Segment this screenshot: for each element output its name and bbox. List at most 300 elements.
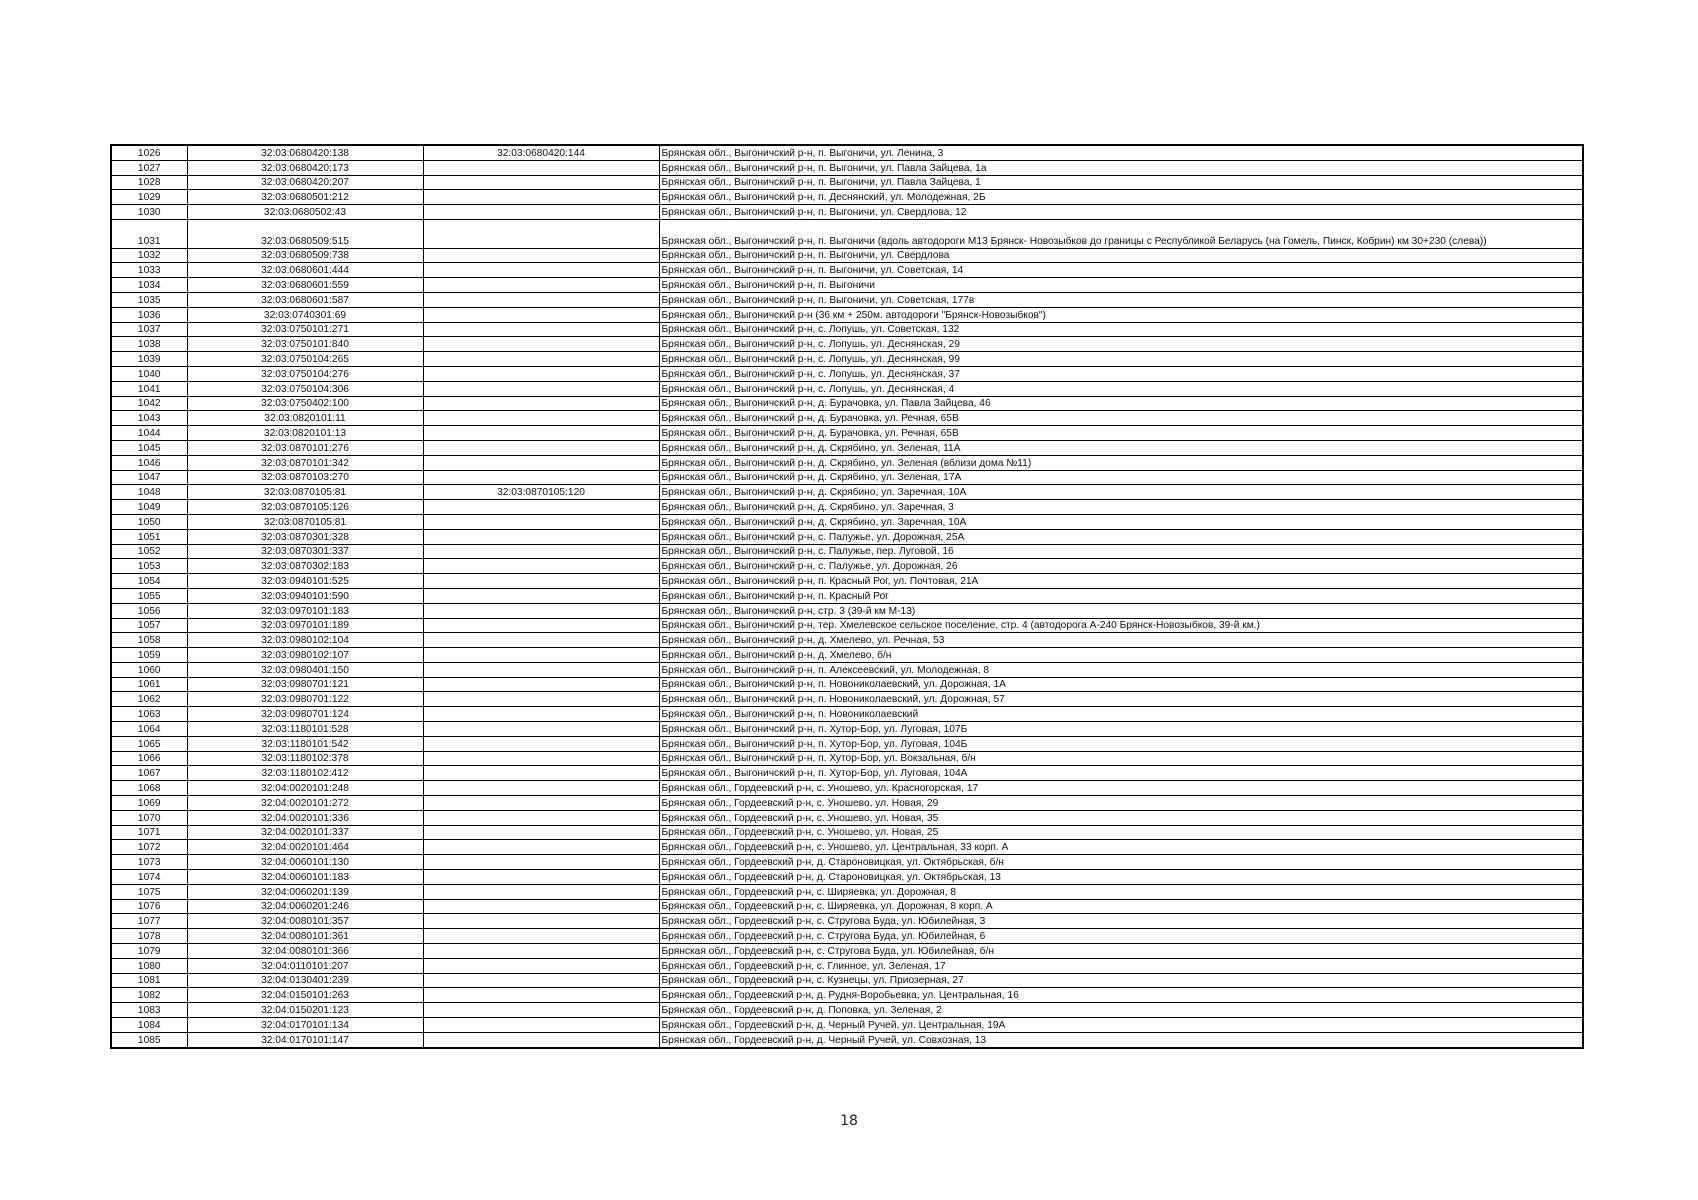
row-number-cell: 1083 [111,1003,187,1018]
related-cadastral-number-cell [423,278,659,293]
cadastral-number-cell: 32:03:0970101:183 [187,603,423,618]
table-row [111,219,1583,248]
table-row [111,278,1583,293]
address-cell: Брянская обл., Выгоничский р-н, п. Деснянский, ул. Молодежная, 2Б [659,190,1583,205]
cadastral-number-cell: 32:04:0020101:337 [187,825,423,840]
cadastral-number-cell: 32:04:0110101:207 [187,958,423,973]
address-cell: Брянская обл., Выгоничский р-н, д. Скрябино, ул. Зеленая, 17А [659,470,1583,485]
address-cell: Брянская обл., Гордеевский р-н, д. Черный Ручей, ул. Центральная, 19А [659,1018,1583,1033]
row-number-cell: 1037 [111,322,187,337]
related-cadastral-number-cell [423,781,659,796]
address-cell: Брянская обл., Выгоничский р-н, д. Скрябино, ул. Заречная, 10А [659,514,1583,529]
cadastral-number-cell: 32:03:0820101:11 [187,411,423,426]
address-cell: Брянская обл., Выгоничский р-н, с. Лопушь, ул. Деснянская, 99 [659,352,1583,367]
row-number-cell: 1052 [111,544,187,559]
row-number-cell: 1082 [111,988,187,1003]
cadastral-number-cell: 32:03:0970101:189 [187,618,423,633]
row-number-cell: 1080 [111,958,187,973]
related-cadastral-number-cell [423,662,659,677]
address-cell: Брянская обл., Гордеевский р-н, с. Стругова Буда, ул. Юбилейная, 3 [659,914,1583,929]
table-row [111,1003,1583,1018]
related-cadastral-number-cell [423,825,659,840]
related-cadastral-number-cell [423,884,659,899]
table-row [111,929,1583,944]
table-row [111,485,1583,500]
cadastral-number-cell: 32:03:0680509:515 [187,219,423,248]
row-number-cell: 1045 [111,440,187,455]
cadastral-number-cell: 32:03:0870101:342 [187,455,423,470]
cadastral-number-cell: 32:04:0150201:123 [187,1003,423,1018]
cadastral-number-cell: 32:04:0060101:183 [187,870,423,885]
cadastral-number-cell: 32:03:0870301:328 [187,529,423,544]
registry-table-body [111,145,1583,1048]
cadastral-number-cell: 32:03:0940101:525 [187,574,423,589]
row-number-cell: 1065 [111,736,187,751]
table-row [111,633,1583,648]
cadastral-number-cell: 32:03:1180101:542 [187,736,423,751]
related-cadastral-number-cell [423,263,659,278]
row-number-cell: 1034 [111,278,187,293]
row-number-cell: 1038 [111,337,187,352]
address-cell: Брянская обл., Гордеевский р-н, с. Глинное, ул. Зеленая, 17 [659,958,1583,973]
table-row [111,914,1583,929]
row-number-cell: 1047 [111,470,187,485]
related-cadastral-number-cell [423,736,659,751]
cadastral-number-cell: 32:04:0170101:147 [187,1032,423,1047]
address-cell: Брянская обл., Выгоничский р-н (36 км + 250м. автодороги "Брянск-Новозыбков") [659,307,1583,322]
related-cadastral-number-cell [423,751,659,766]
related-cadastral-number-cell [423,810,659,825]
row-number-cell: 1033 [111,263,187,278]
row-number-cell: 1046 [111,455,187,470]
table-row [111,322,1583,337]
related-cadastral-number-cell: 32:03:0680420:144 [423,145,659,160]
row-number-cell: 1032 [111,248,187,263]
table-row [111,899,1583,914]
related-cadastral-number-cell [423,411,659,426]
related-cadastral-number-cell [423,722,659,737]
table-row [111,751,1583,766]
address-cell: Брянская обл., Гордеевский р-н, д. Поповка, ул. Зеленая, 2 [659,1003,1583,1018]
related-cadastral-number-cell [423,988,659,1003]
row-number-cell: 1028 [111,175,187,190]
address-cell: Брянская обл., Выгоничский р-н, п. Выгоничи, ул. Ленина, 3 [659,145,1583,160]
related-cadastral-number-cell [423,840,659,855]
table-row [111,796,1583,811]
cadastral-number-cell: 32:04:0060101:130 [187,855,423,870]
address-cell: Брянская обл., Выгоничский р-н, д. Хмелево, б/н [659,648,1583,663]
address-cell: Брянская обл., Выгоничский р-н, с. Палужье, ул. Дорожная, 26 [659,559,1583,574]
table-row [111,470,1583,485]
address-cell: Брянская обл., Выгоничский р-н, д. Скрябино, ул. Зеленая (вблизи дома №11) [659,455,1583,470]
cadastral-number-cell: 32:03:0680509:738 [187,248,423,263]
cadastral-number-cell: 32:03:0680601:559 [187,278,423,293]
cadastral-number-cell: 32:04:0080101:366 [187,944,423,959]
table-row [111,337,1583,352]
table-row [111,973,1583,988]
address-cell: Брянская обл., Выгоничский р-н, п. Алексеевский, ул. Молодежная, 8 [659,662,1583,677]
row-number-cell: 1071 [111,825,187,840]
row-number-cell: 1075 [111,884,187,899]
address-cell: Брянская обл., Гордеевский р-н, с. Уношево, ул. Новая, 29 [659,796,1583,811]
address-cell: Брянская обл., Выгоничский р-н, с. Палужье, пер. Луговой, 16 [659,544,1583,559]
address-cell: Брянская обл., Выгоничский р-н, п. Красный Рог [659,588,1583,603]
related-cadastral-number-cell [423,1018,659,1033]
cadastral-number-cell: 32:03:0980102:107 [187,648,423,663]
cadastral-number-cell: 32:03:0980701:124 [187,707,423,722]
cadastral-number-cell: 32:03:0680601:587 [187,292,423,307]
address-cell: Брянская обл., Выгоничский р-н, п. Красный Рог, ул. Почтовая, 21А [659,574,1583,589]
table-row [111,263,1583,278]
table-row [111,248,1583,263]
row-number-cell: 1048 [111,485,187,500]
cadastral-number-cell: 32:04:0150101:263 [187,988,423,1003]
table-row [111,722,1583,737]
row-number-cell: 1085 [111,1032,187,1047]
table-row [111,396,1583,411]
related-cadastral-number-cell [423,219,659,248]
table-row [111,500,1583,515]
cadastral-number-cell: 32:04:0020101:272 [187,796,423,811]
address-cell: Брянская обл., Гордеевский р-н, д. Староновицкая, ул. Октябрьская, 13 [659,870,1583,885]
cadastral-number-cell: 32:04:0020101:248 [187,781,423,796]
address-cell: Брянская обл., Гордеевский р-н, д. Староновицкая, ул. Октябрьская, б/н [659,855,1583,870]
table-row [111,544,1583,559]
cadastral-number-cell: 32:03:0870105:81 [187,485,423,500]
address-cell: Брянская обл., Выгоничский р-н, п. Новониколаевский [659,707,1583,722]
table-row [111,411,1583,426]
cadastral-number-cell: 32:03:0870105:81 [187,514,423,529]
row-number-cell: 1035 [111,292,187,307]
row-number-cell: 1054 [111,574,187,589]
cadastral-number-cell: 32:03:0680502:43 [187,205,423,220]
address-cell: Брянская обл., Выгоничский р-н, п. Новониколаевский, ул. Дорожная, 57 [659,692,1583,707]
table-row [111,588,1583,603]
related-cadastral-number-cell [423,603,659,618]
address-cell: Брянская обл., Выгоничский р-н, стр. 3 (39-й км М-13) [659,603,1583,618]
table-row [111,366,1583,381]
row-number-cell: 1061 [111,677,187,692]
address-cell: Брянская обл., Гордеевский р-н, с. Уношево, ул. Новая, 25 [659,825,1583,840]
related-cadastral-number-cell [423,796,659,811]
related-cadastral-number-cell [423,426,659,441]
cadastral-number-cell: 32:03:0680501:212 [187,190,423,205]
row-number-cell: 1029 [111,190,187,205]
cadastral-number-cell: 32:04:0170101:134 [187,1018,423,1033]
cadastral-number-cell: 32:03:0870105:126 [187,500,423,515]
table-row [111,840,1583,855]
cadastral-number-cell: 32:03:0750101:271 [187,322,423,337]
table-row [111,381,1583,396]
address-cell: Брянская обл., Гордеевский р-н, с. Стругова Буда, ул. Юбилейная, 6 [659,929,1583,944]
table-row [111,190,1583,205]
table-row [111,559,1583,574]
address-cell: Брянская обл., Выгоничский р-н, д. Хмелево, ул. Речная, 53 [659,633,1583,648]
related-cadastral-number-cell [423,855,659,870]
row-number-cell: 1060 [111,662,187,677]
cadastral-number-cell: 32:03:0870103:270 [187,470,423,485]
related-cadastral-number-cell [423,870,659,885]
row-number-cell: 1063 [111,707,187,722]
table-row [111,944,1583,959]
row-number-cell: 1068 [111,781,187,796]
row-number-cell: 1042 [111,396,187,411]
table-row [111,988,1583,1003]
related-cadastral-number-cell [423,707,659,722]
address-cell: Брянская обл., Выгоничский р-н, п. Хутор-Бор, ул. Луговая, 104Б [659,736,1583,751]
table-row [111,603,1583,618]
address-cell: Брянская обл., Выгоничский р-н, п. Хутор-Бор, ул. Вокзальная, б/н [659,751,1583,766]
row-number-cell: 1067 [111,766,187,781]
cadastral-number-cell: 32:03:0680420:173 [187,160,423,175]
related-cadastral-number-cell [423,914,659,929]
table-row [111,352,1583,367]
row-number-cell: 1084 [111,1018,187,1033]
address-cell: Брянская обл., Выгоничский р-н, п. Выгоничи, ул. Советская, 177в [659,292,1583,307]
row-number-cell: 1027 [111,160,187,175]
table-row [111,529,1583,544]
address-cell: Брянская обл., Выгоничский р-н, с. Палужье, ул. Дорожная, 25А [659,529,1583,544]
row-number-cell: 1077 [111,914,187,929]
address-cell: Брянская обл., Выгоничский р-н, с. Лопушь, ул. Деснянская, 4 [659,381,1583,396]
address-cell: Брянская обл., Выгоничский р-н, с. Лопушь, ул. Деснянская, 29 [659,337,1583,352]
cadastral-number-cell: 32:03:0680420:207 [187,175,423,190]
cadastral-number-cell: 32:03:0870101:276 [187,440,423,455]
related-cadastral-number-cell [423,470,659,485]
table-row [111,781,1583,796]
related-cadastral-number-cell [423,618,659,633]
address-cell: Брянская обл., Выгоничский р-н, п. Выгоничи, ул. Свердлова, 12 [659,205,1583,220]
cadastral-number-cell: 32:04:0020101:464 [187,840,423,855]
row-number-cell: 1040 [111,366,187,381]
row-number-cell: 1074 [111,870,187,885]
row-number-cell: 1058 [111,633,187,648]
cadastral-number-cell: 32:03:0980701:121 [187,677,423,692]
row-number-cell: 1076 [111,899,187,914]
address-cell: Брянская обл., Выгоничский р-н, п. Хутор-Бор, ул. Луговая, 107Б [659,722,1583,737]
row-number-cell: 1053 [111,559,187,574]
address-cell: Брянская обл., Выгоничский р-н, п. Хутор-Бор, ул. Луговая, 104А [659,766,1583,781]
address-cell: Брянская обл., Выгоничский р-н, д. Бурачовка, ул. Павла Зайцева, 46 [659,396,1583,411]
table-row [111,160,1583,175]
related-cadastral-number-cell [423,1032,659,1047]
address-cell: Брянская обл., Выгоничский р-н, п. Выгоничи, ул. Советская, 14 [659,263,1583,278]
row-number-cell: 1073 [111,855,187,870]
address-cell: Брянская обл., Выгоничский р-н, п. Новониколаевский, ул. Дорожная, 1А [659,677,1583,692]
cadastral-number-cell: 32:03:0980701:122 [187,692,423,707]
table-row [111,440,1583,455]
cadastral-number-cell: 32:04:0080101:357 [187,914,423,929]
address-cell: Брянская обл., Выгоничский р-н, с. Лопушь, ул. Советская, 132 [659,322,1583,337]
row-number-cell: 1030 [111,205,187,220]
table-row [111,1032,1583,1047]
address-cell: Брянская обл., Выгоничский р-н, д. Скрябино, ул. Зеленая, 11А [659,440,1583,455]
related-cadastral-number-cell [423,544,659,559]
cadastral-number-cell: 32:03:0940101:590 [187,588,423,603]
related-cadastral-number-cell [423,352,659,367]
cadastral-number-cell: 32:04:0060201:246 [187,899,423,914]
table-row [111,736,1583,751]
table-row [111,677,1583,692]
address-cell: Брянская обл., Гордеевский р-н, с. Кузнецы, ул. Приозерная, 27 [659,973,1583,988]
cadastral-number-cell: 32:04:0060201:139 [187,884,423,899]
table-row [111,766,1583,781]
table-row [111,884,1583,899]
cadastral-number-cell: 32:04:0020101:336 [187,810,423,825]
related-cadastral-number-cell [423,633,659,648]
row-number-cell: 1050 [111,514,187,529]
related-cadastral-number-cell [423,574,659,589]
registry-table [110,144,1584,1049]
address-cell: Брянская обл., Выгоничский р-н, п. Выгоничи, ул. Свердлова [659,248,1583,263]
address-cell: Брянская обл., Выгоничский р-н, п. Выгоничи, ул. Павла Зайцева, 1а [659,160,1583,175]
table-row [111,648,1583,663]
table-row [111,514,1583,529]
row-number-cell: 1056 [111,603,187,618]
related-cadastral-number-cell [423,440,659,455]
table-row [111,307,1583,322]
row-number-cell: 1064 [111,722,187,737]
row-number-cell: 1041 [111,381,187,396]
row-number-cell: 1031 [111,219,187,248]
related-cadastral-number-cell [423,1003,659,1018]
cadastral-number-cell: 32:04:0130401:239 [187,973,423,988]
table-row [111,825,1583,840]
address-cell: Брянская обл., Выгоничский р-н, п. Выгоничи [659,278,1583,293]
related-cadastral-number-cell [423,396,659,411]
related-cadastral-number-cell [423,677,659,692]
cadastral-number-cell: 32:03:0750104:306 [187,381,423,396]
cadastral-number-cell: 32:03:0750104:265 [187,352,423,367]
related-cadastral-number-cell [423,588,659,603]
related-cadastral-number-cell [423,766,659,781]
cadastral-number-cell: 32:03:1180102:412 [187,766,423,781]
related-cadastral-number-cell [423,160,659,175]
table-row [111,855,1583,870]
row-number-cell: 1069 [111,796,187,811]
related-cadastral-number-cell [423,248,659,263]
row-number-cell: 1055 [111,588,187,603]
table-row [111,205,1583,220]
cadastral-number-cell: 32:03:0680601:444 [187,263,423,278]
cadastral-number-cell: 32:03:0740301:69 [187,307,423,322]
table-row [111,145,1583,160]
cadastral-number-cell: 32:03:0750104:276 [187,366,423,381]
cadastral-number-cell: 32:03:0750402:100 [187,396,423,411]
related-cadastral-number-cell [423,973,659,988]
related-cadastral-number-cell [423,958,659,973]
cadastral-number-cell: 32:03:0980102:104 [187,633,423,648]
related-cadastral-number-cell [423,944,659,959]
row-number-cell: 1066 [111,751,187,766]
address-cell: Брянская обл., Выгоничский р-н, тер. Хмелевское сельское поселение, стр. 4 (автодорога А-240 Брянск-Новозыбков, 39-й км.) [659,618,1583,633]
address-cell: Брянская обл., Выгоничский р-н, д. Бурачовка, ул. Речная, 65В [659,426,1583,441]
row-number-cell: 1072 [111,840,187,855]
page-number: 18 [840,1113,858,1129]
row-number-cell: 1043 [111,411,187,426]
table-row [111,707,1583,722]
table-row [111,292,1583,307]
row-number-cell: 1062 [111,692,187,707]
related-cadastral-number-cell [423,337,659,352]
row-number-cell: 1079 [111,944,187,959]
row-number-cell: 1070 [111,810,187,825]
table-row [111,692,1583,707]
table-row [111,618,1583,633]
row-number-cell: 1026 [111,145,187,160]
table-row [111,870,1583,885]
cadastral-number-cell: 32:03:0750101:840 [187,337,423,352]
related-cadastral-number-cell [423,205,659,220]
row-number-cell: 1057 [111,618,187,633]
row-number-cell: 1044 [111,426,187,441]
cadastral-number-cell: 32:03:0820101:13 [187,426,423,441]
address-cell: Брянская обл., Гордеевский р-н, с. Уношево, ул. Новая, 35 [659,810,1583,825]
table-row [111,958,1583,973]
cadastral-number-cell: 32:03:1180101:528 [187,722,423,737]
related-cadastral-number-cell [423,190,659,205]
related-cadastral-number-cell [423,381,659,396]
related-cadastral-number-cell [423,899,659,914]
row-number-cell: 1049 [111,500,187,515]
row-number-cell: 1051 [111,529,187,544]
related-cadastral-number-cell [423,366,659,381]
related-cadastral-number-cell [423,529,659,544]
cadastral-number-cell: 32:03:0980401:150 [187,662,423,677]
row-number-cell: 1081 [111,973,187,988]
related-cadastral-number-cell [423,455,659,470]
address-cell: Брянская обл., Выгоничский р-н, п. Выгоничи (вдоль автодороги М13 Брянск- Новозыбков до границы с Республикой Беларусь (на Гомель, Пинск, Кобрин) км 30+230 (слева)) [659,219,1583,248]
table-row [111,1018,1583,1033]
row-number-cell: 1059 [111,648,187,663]
cadastral-number-cell: 32:03:1180102:378 [187,751,423,766]
related-cadastral-number-cell [423,514,659,529]
table-row [111,455,1583,470]
row-number-cell: 1039 [111,352,187,367]
address-cell: Брянская обл., Выгоничский р-н, д. Бурачовка, ул. Речная, 65В [659,411,1583,426]
row-number-cell: 1036 [111,307,187,322]
address-cell: Брянская обл., Гордеевский р-н, с. Стругова Буда, ул. Юбилейная, б/н [659,944,1583,959]
related-cadastral-number-cell [423,175,659,190]
table-row [111,574,1583,589]
related-cadastral-number-cell: 32:03:0870105:120 [423,485,659,500]
related-cadastral-number-cell [423,500,659,515]
related-cadastral-number-cell [423,648,659,663]
related-cadastral-number-cell [423,929,659,944]
table-row [111,175,1583,190]
related-cadastral-number-cell [423,559,659,574]
related-cadastral-number-cell [423,292,659,307]
cadastral-number-cell: 32:04:0080101:361 [187,929,423,944]
table-row [111,662,1583,677]
table-row [111,426,1583,441]
address-cell: Брянская обл., Гордеевский р-н, с. Ширяевка, ул. Дорожная, 8 корп. А [659,899,1583,914]
address-cell: Брянская обл., Гордеевский р-н, д. Черный Ручей, ул. Совхозная, 13 [659,1032,1583,1047]
cadastral-number-cell: 32:03:0870302:183 [187,559,423,574]
related-cadastral-number-cell [423,322,659,337]
address-cell: Брянская обл., Гордеевский р-н, с. Ширяевка, ул. Дорожная, 8 [659,884,1583,899]
cadastral-number-cell: 32:03:0870301:337 [187,544,423,559]
related-cadastral-number-cell [423,692,659,707]
address-cell: Брянская обл., Выгоничский р-н, с. Лопушь, ул. Деснянская, 37 [659,366,1583,381]
address-cell: Брянская обл., Гордеевский р-н, с. Уношево, ул. Красногорская, 17 [659,781,1583,796]
table-row [111,810,1583,825]
address-cell: Брянская обл., Выгоничский р-н, д. Скрябино, ул. Заречная, 3 [659,500,1583,515]
address-cell: Брянская обл., Гордеевский р-н, д. Рудня-Воробьевка, ул. Центральная, 16 [659,988,1583,1003]
cadastral-number-cell: 32:03:0680420:138 [187,145,423,160]
related-cadastral-number-cell [423,307,659,322]
address-cell: Брянская обл., Выгоничский р-н, д. Скрябино, ул. Заречная, 10А [659,485,1583,500]
